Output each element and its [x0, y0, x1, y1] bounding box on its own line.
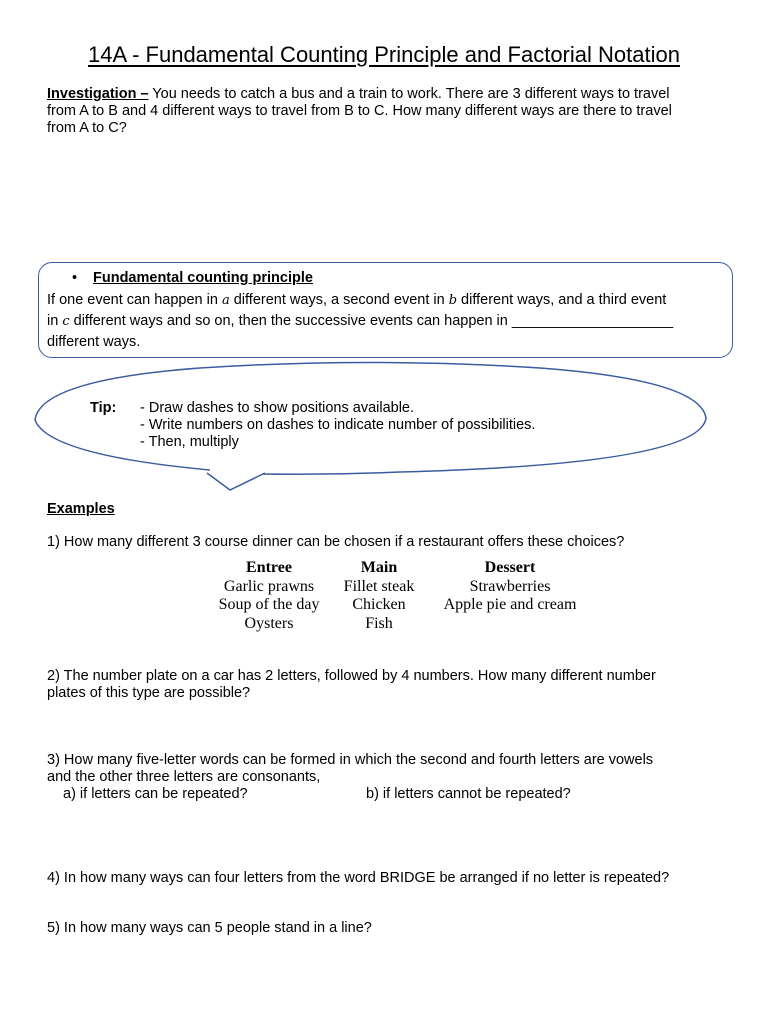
- principle-text-part: in: [47, 313, 63, 329]
- tip-item: - Write numbers on dashes to indicate number of possibilities.: [140, 417, 536, 433]
- dinner-row: [205, 615, 595, 634]
- question-3: [47, 752, 653, 786]
- question-1: 1) How many different 3 course dinner can be chosen if a restaurant offers these choices?: [47, 534, 625, 550]
- principle-text: [47, 290, 727, 352]
- dinner-cell: [425, 615, 595, 634]
- dinner-cell: Apple pie and cream: [443, 596, 577, 613]
- variable-a: a: [221, 293, 230, 308]
- bubble-tail-mask: [210, 469, 262, 474]
- dinner-row: [205, 578, 595, 597]
- question-2-line-2: plates of this type are possible?: [47, 685, 251, 701]
- investigation-block: [47, 86, 737, 137]
- dinner-cell: Fillet steak: [343, 577, 415, 595]
- principle-text-part: different ways, a second event in: [229, 292, 449, 308]
- examples-heading: Examples: [47, 501, 115, 517]
- question-3-part-b: b) if letters cannot be repeated?: [366, 786, 571, 802]
- principle-text-part: If one event can happen in: [47, 292, 222, 308]
- dinner-header-main: Main: [360, 559, 398, 576]
- dinner-cell: Soup of the day: [218, 596, 320, 613]
- dinner-header-row: [205, 559, 595, 578]
- principle-text-part: different ways and so on, then the successive events can happen in ____________________: [69, 313, 674, 329]
- investigation-label: Investigation –: [47, 86, 149, 102]
- investigation-line-1: You needs to catch a bus and a train to work. There are 3 different ways to travel: [148, 86, 670, 102]
- principle-bullet: •: [72, 270, 78, 286]
- tip-list: [140, 400, 535, 451]
- variable-c: c: [62, 314, 70, 329]
- question-4: 4) In how many ways can four letters from the word BRIDGE be arranged if no letter is repeated?: [47, 870, 670, 886]
- dinner-header-dessert: Dessert: [484, 559, 536, 576]
- dinner-cell: Oysters: [244, 614, 294, 632]
- variable-b: b: [448, 293, 458, 308]
- dinner-cell: Strawberries: [469, 577, 551, 595]
- question-5: 5) In how many ways can 5 people stand in a line?: [47, 920, 372, 936]
- dinner-cell: Chicken: [352, 596, 406, 613]
- question-3-line-1: 3) How many five-letter words can be formed in which the second and fourth letters are vowels: [47, 752, 654, 768]
- question-3-part-a: a) if letters can be repeated?: [63, 786, 248, 802]
- dinner-header-entree: Entree: [246, 559, 292, 576]
- question-2: [47, 668, 656, 702]
- question-3-line-2: and the other three letters are consonants,: [47, 769, 321, 785]
- tip-item: - Then, multiply: [140, 434, 239, 450]
- tip-item: - Draw dashes to show positions available.: [140, 400, 415, 416]
- investigation-line-3: from A to C?: [47, 120, 127, 136]
- page-title: 14A - Fundamental Counting Principle and Factorial Notation: [88, 42, 680, 67]
- dinner-cell: Fish: [365, 614, 393, 632]
- principle-title: Fundamental counting principle: [93, 270, 313, 286]
- dinner-row: [205, 596, 595, 615]
- dinner-table: [205, 559, 595, 633]
- bubble-tail: [207, 473, 265, 490]
- principle-text-part: different ways.: [47, 334, 141, 350]
- tip-label: Tip:: [90, 400, 117, 416]
- investigation-line-2: from A to B and 4 different ways to travel from B to C. How many different ways are there to travel: [47, 103, 672, 119]
- question-2-line-1: 2) The number plate on a car has 2 letters, followed by 4 numbers. How many different number: [47, 668, 656, 684]
- dinner-cell: Garlic prawns: [223, 577, 315, 595]
- principle-text-part: different ways, and a third event: [457, 292, 667, 308]
